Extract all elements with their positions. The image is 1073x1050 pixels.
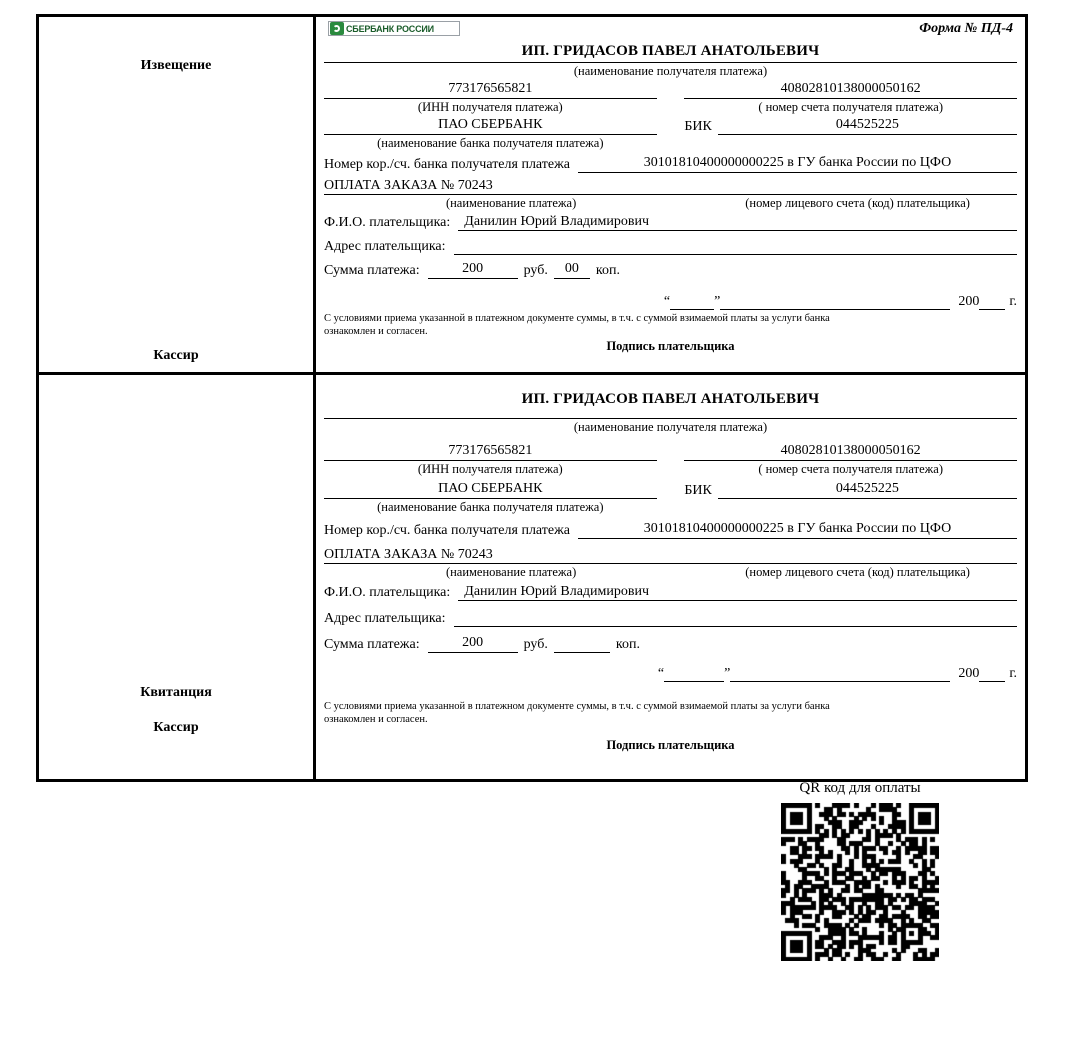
date-quote-open-top: “ <box>663 294 671 309</box>
date-row-bottom <box>324 653 1017 682</box>
caption-bank-bottom: (наименование банка получателя платежа) <box>377 500 604 514</box>
receipt-body <box>316 375 1025 779</box>
corr-value-bottom: 30101810400000000225 в ГУ банка России по ЦФО <box>578 521 1017 539</box>
sberbank-mark-icon <box>330 22 344 35</box>
terms-bottom <box>324 682 1017 726</box>
inn-account-row-bottom <box>324 437 1017 479</box>
caption-purpose-bottom: (наименование платежа) <box>445 565 577 579</box>
address-value-top <box>454 237 1017 255</box>
caption-personal-account-bottom: (номер лицевого счета (код) плательщика) <box>745 565 970 579</box>
form-number: Форма № ПД-4 <box>919 21 1013 36</box>
inn-value-bottom: 773176565821 <box>324 443 657 461</box>
kop-label-top: коп. <box>595 263 620 278</box>
payer-row-top <box>324 213 1017 231</box>
bank-bik-row-top <box>324 117 1017 135</box>
sberbank-logo-text: СБЕРБАНК РОССИИ <box>346 23 434 34</box>
caption-account-top: ( номер счета получателя платежа) <box>758 100 943 114</box>
terms-line2-bottom: ознакомлен и согласен. <box>324 714 428 726</box>
date-quote-close-bottom: ” <box>724 666 731 681</box>
bik-label-top: БИК <box>684 119 712 134</box>
bik-value-top: 044525225 <box>718 117 1017 135</box>
qr-code-block <box>770 780 950 961</box>
payer-value-top: Данилин Юрий Владимирович <box>458 214 1017 231</box>
date-row-top <box>324 279 1017 310</box>
side-label-receipt: Квитанция <box>140 685 212 700</box>
side-label-cashier-bottom: Кассир <box>153 720 199 735</box>
date-year-suffix-top: г. <box>1009 294 1017 309</box>
recipient-name-bottom: ИП. ГРИДАСОВ ПАВЕЛ АНАТОЛЬЕВИЧ <box>521 391 820 407</box>
payer-value-bottom: Данилин Юрий Владимирович <box>458 584 1017 601</box>
bank-name-top: ПАО СБЕРБАНК <box>324 117 657 135</box>
sum-kop-value-bottom <box>554 651 610 653</box>
rub-label-bottom: руб. <box>523 637 548 652</box>
qr-code-image <box>781 803 939 961</box>
payer-label-top: Ф.И.О. плательщика: <box>324 215 451 230</box>
payer-row-bottom <box>324 582 1017 601</box>
date-year-top: 200 <box>958 294 980 309</box>
recipient-name-top: ИП. ГРИДАСОВ ПАВЕЛ АНАТОЛЬЕВИЧ <box>521 43 820 59</box>
address-value-bottom <box>454 609 1017 627</box>
date-year-suffix-bottom: г. <box>1009 666 1017 681</box>
terms-line2-top: ознакомлен и согласен. <box>324 326 428 338</box>
rub-label-top: руб. <box>523 263 548 278</box>
terms-line1-bottom: С условиями приема указанной в платежном документе суммы, в т.ч. с суммой взимаемой платы за услуги банка <box>324 701 830 712</box>
caption-bank-top: (наименование банка получателя платежа) <box>377 136 604 150</box>
address-row-top <box>324 231 1017 255</box>
sum-rub-value-top: 200 <box>428 261 518 279</box>
receipt-section <box>39 375 1025 779</box>
inn-value-top: 773176565821 <box>324 81 657 99</box>
inn-account-row-top <box>324 81 1017 117</box>
terms-top <box>324 310 1017 338</box>
sum-row-top <box>324 255 1017 279</box>
terms-line1-top: С условиями приема указанной в платежном документе суммы, в т.ч. с суммой взимаемой платы за услуги банка <box>324 313 830 324</box>
sberbank-logo <box>328 21 460 36</box>
corr-label-bottom: Номер кор./сч. банка получателя платежа <box>324 523 570 538</box>
corr-account-row-bottom <box>324 517 1017 539</box>
notice-body <box>316 17 1025 372</box>
bank-name-bottom: ПАО СБЕРБАНК <box>324 481 657 499</box>
caption-recipient-bottom: (наименование получателя платежа) <box>573 420 768 434</box>
sum-label-bottom: Сумма платежа: <box>324 637 420 652</box>
sum-label-top: Сумма платежа: <box>324 263 420 278</box>
address-label-top: Адрес плательщика: <box>324 239 446 254</box>
notice-header <box>324 21 1017 39</box>
date-year-bottom: 200 <box>958 666 980 681</box>
caption-account-bottom: ( номер счета получателя платежа) <box>758 462 943 476</box>
corr-account-row-top <box>324 153 1017 173</box>
notice-section <box>39 17 1025 375</box>
payment-purpose-bottom: ОПЛАТА ЗАКАЗА № 70243 <box>324 547 698 564</box>
bank-bik-row-bottom <box>324 479 1017 499</box>
payment-purpose-top: ОПЛАТА ЗАКАЗА № 70243 <box>324 178 698 195</box>
caption-recipient-top: (наименование получателя платежа) <box>573 64 768 78</box>
account-value-bottom: 40802810138000050162 <box>684 443 1017 461</box>
sum-kop-value-top: 00 <box>554 261 590 279</box>
signature-label-bottom: Подпись плательщика <box>606 738 735 753</box>
caption-inn-top: (ИНН получателя платежа) <box>417 100 563 114</box>
receipt-side-labels <box>39 375 316 779</box>
kop-label-bottom: коп. <box>615 637 640 652</box>
caption-inn-bottom: (ИНН получателя платежа) <box>417 462 563 476</box>
sum-row-bottom <box>324 627 1017 653</box>
side-label-cashier-top: Кассир <box>153 348 199 363</box>
date-quote-open-bottom: “ <box>657 666 665 681</box>
notice-side-labels <box>39 17 316 372</box>
address-label-bottom: Адрес плательщика: <box>324 611 446 626</box>
corr-value-top: 30101810400000000225 в ГУ банка России по ЦФО <box>578 155 1017 173</box>
purpose-row-bottom <box>324 539 1017 582</box>
caption-purpose-top: (наименование платежа) <box>445 196 577 210</box>
account-value-top: 40802810138000050162 <box>684 81 1017 99</box>
caption-personal-account-top: (номер лицевого счета (код) плательщика) <box>745 196 970 210</box>
bik-value-bottom: 044525225 <box>718 481 1017 499</box>
side-label-notice: Извещение <box>140 58 212 73</box>
payer-label-bottom: Ф.И.О. плательщика: <box>324 585 451 600</box>
address-row-bottom <box>324 601 1017 627</box>
purpose-row-top <box>324 173 1017 213</box>
sum-rub-value-bottom: 200 <box>428 635 518 653</box>
bik-label-bottom: БИК <box>684 483 712 498</box>
corr-label-top: Номер кор./сч. банка получателя платежа <box>324 157 570 172</box>
date-quote-close-top: ” <box>714 294 721 309</box>
signature-label-top: Подпись плательщика <box>606 339 735 354</box>
receipt-form <box>36 14 1028 782</box>
qr-code-title: QR код для оплаты <box>799 780 921 796</box>
